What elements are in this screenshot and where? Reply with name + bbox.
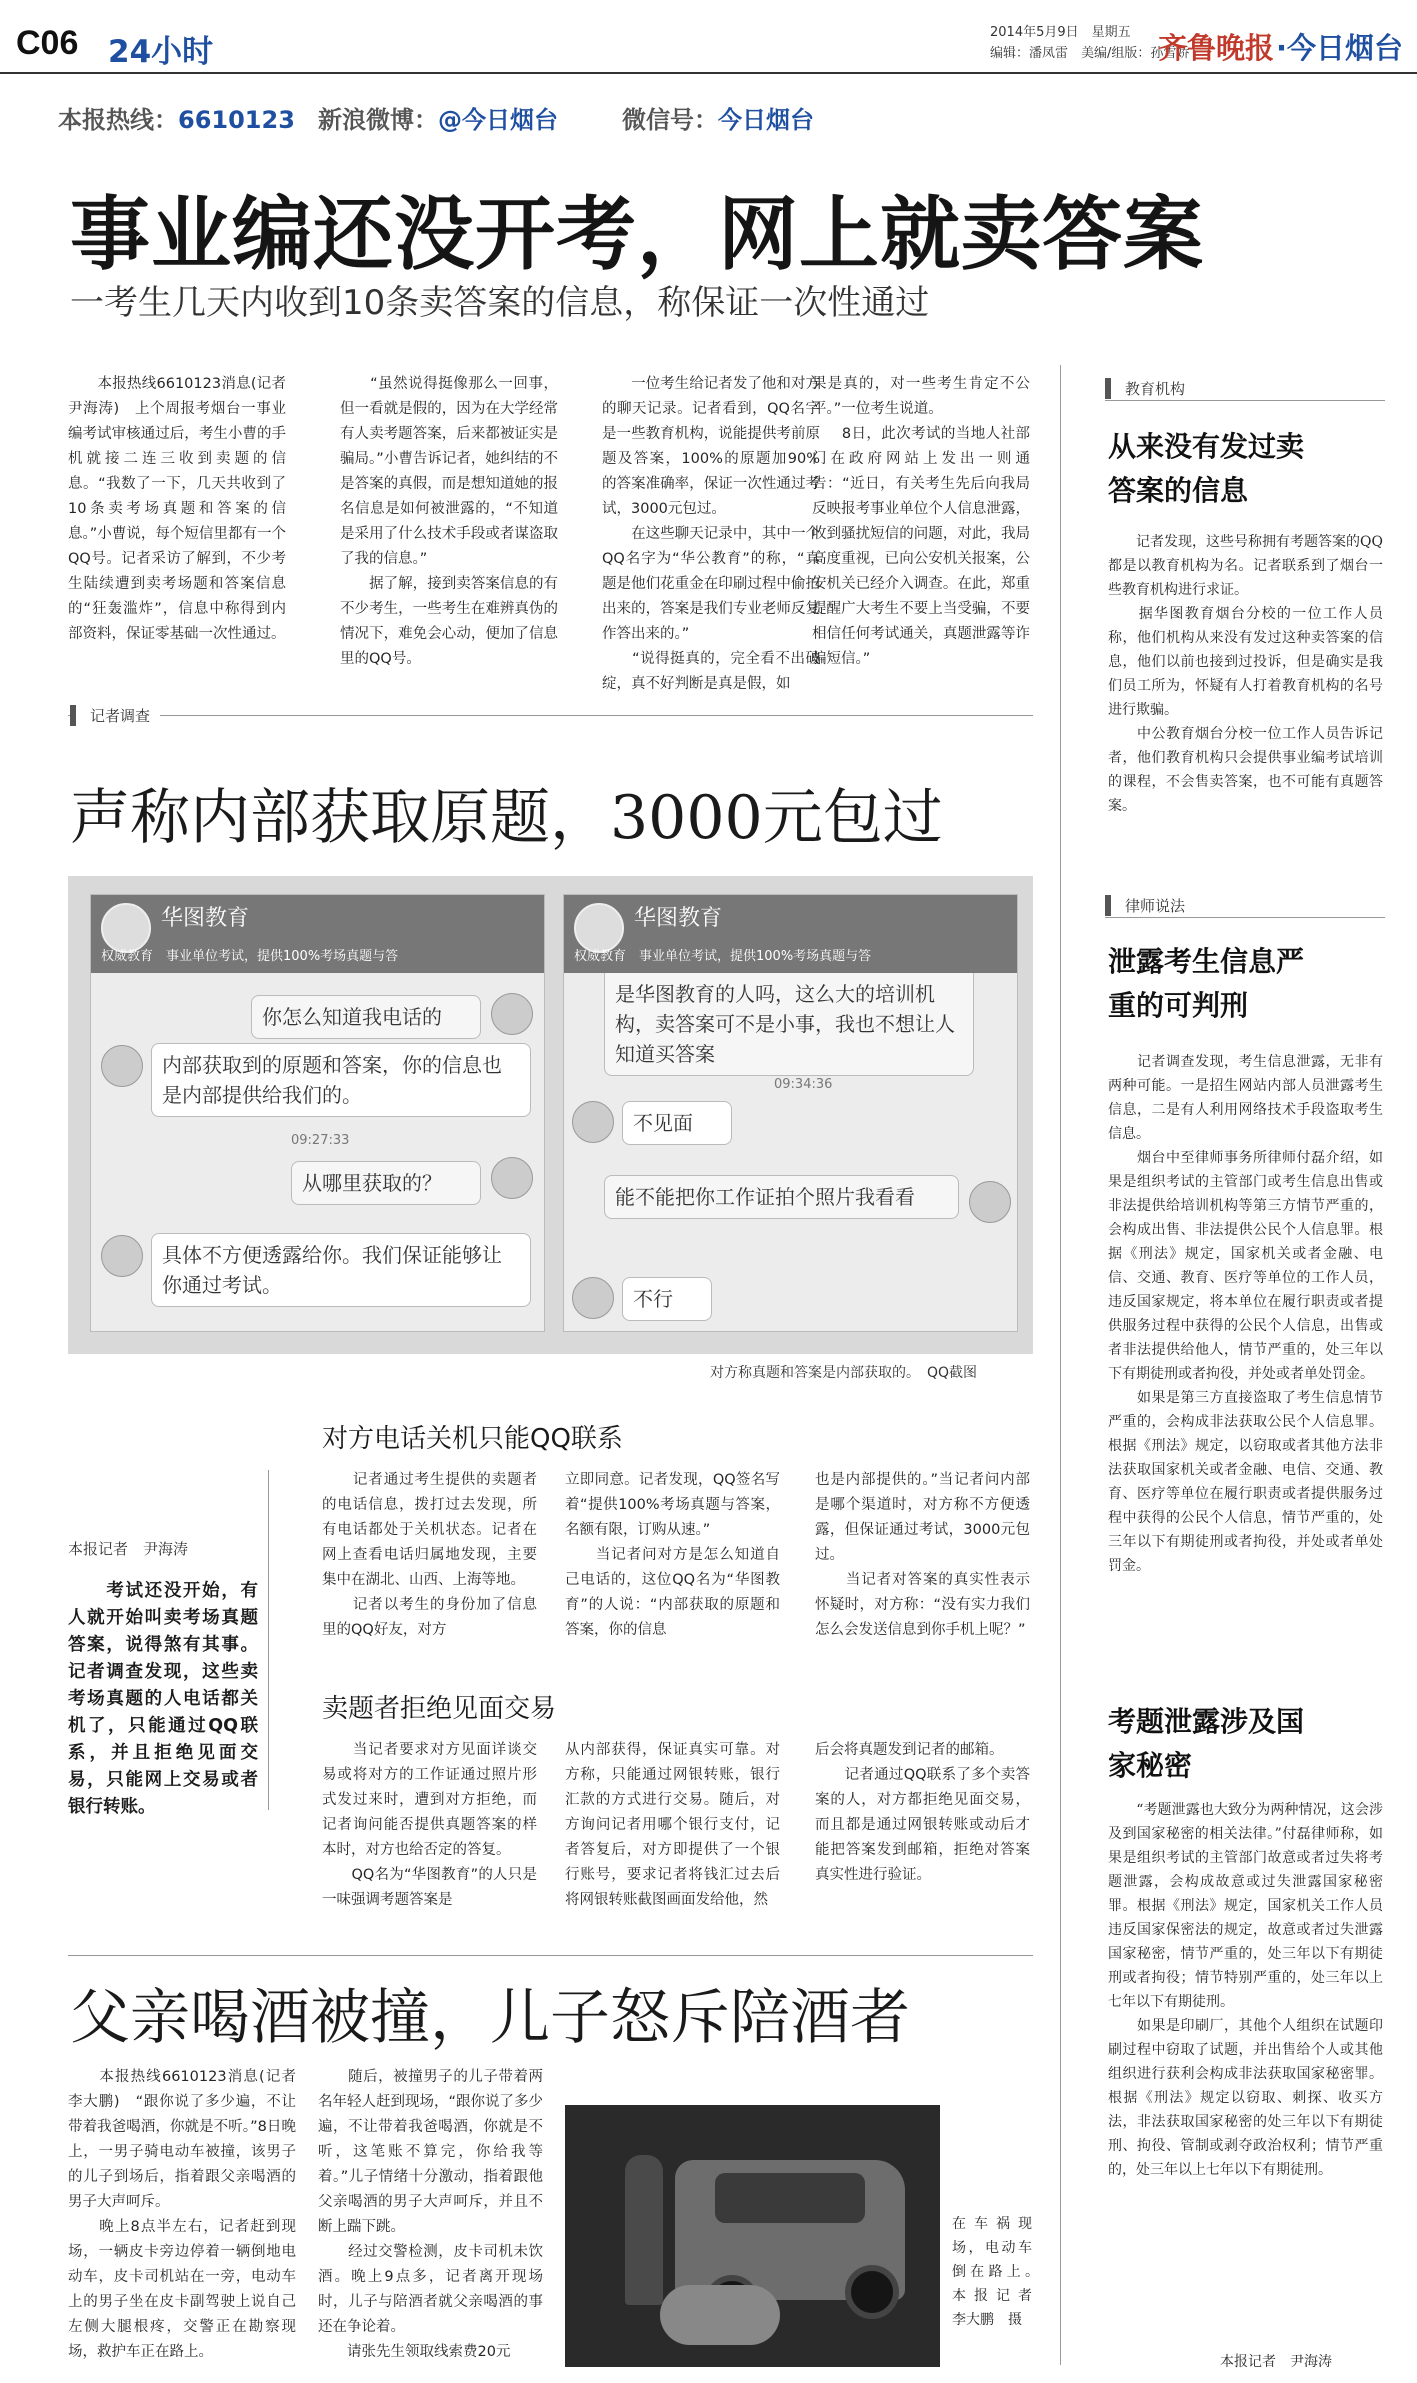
hotline-value: 6610123 (178, 106, 295, 134)
truck-window (715, 2173, 865, 2223)
chat-timestamp: 09:34:36 (774, 1077, 833, 1092)
photo-caption: 在车祸现场，电动车倒在路上。 本报记者 李大鹏 摄 (952, 2216, 1046, 2328)
user-avatar-icon (969, 1181, 1011, 1223)
story3-column-2: 随后，被撞男子的儿子带着两名年轻人赶到现场，“跟你说了多少遍，不让带着我爸喝酒，你就是不听，这笔账不算完，你给我等着。”儿子情绪十分激动，指着跟他父亲喝酒的男子大声呵斥，并且不断上踹下跳。 经过交警检测，皮卡司机未饮酒。晚上9点多，记者离开现场时，儿子与陪酒者就父亲喝酒的事还在争论着。 请张先生领取线索费20元 (318, 2069, 544, 2360)
sidebar-byline-3: 本报记者 尹海涛 (1220, 2354, 1332, 2370)
wechat-label: 微信号： (622, 106, 718, 134)
story2-sub2-column-2: 从内部获得，保证真实可靠。对方称，只能通过网银转账，银行汇款的方式进行交易。随后，对方询问记者用哪个银行支付，记者答复后，对方即提供了一个银行账号，要求记者将钱汇过去后将网银转账截图画面发给他，然 (565, 1742, 780, 1908)
chat-bubble: 不见面 (622, 1101, 732, 1145)
story2-sub1-column-3: 也是内部提供的。”当记者问内部是哪个渠道时，对方称不方便透露，但保证通过考试，3000元包过。 当记者对答案的真实性表示怀疑时，对方称：“没有实力我们怎么会发送信息到你手机上呢？” (815, 1472, 1030, 1638)
sidebar-text-1: 记者发现，这些号称拥有考题答案的QQ都是以教育机构为名。记者联系到了烟台一些教育机构进行求证。 据华图教育烟台分校的一位工作人员称，他们机构从来没有发过这种卖答案的信息，他们以前也接到过投诉，但是确实是我们员工所为，怀疑有人打着教育机构的名号进行欺骗。 中公教育烟台分校一位工作人员告诉记者，他们教育机构只会提供事业编考试培训的课程，不会售卖答案，也不可能有真题答案。 (1108, 534, 1383, 814)
sidebar-tag-2: 律师说法 (1105, 895, 1185, 916)
story1-headline: 事业编还没开考，网上就卖答案 (70, 187, 1204, 281)
story2-byline: 本报记者 尹海涛 (68, 1540, 189, 1558)
chat-bubble: 具体不方便透露给你。我们保证能够让你通过考试。 (151, 1233, 531, 1307)
chat-bubble: 从哪里获取的？ (291, 1161, 481, 1205)
story1-column-3: 一位考生给记者发了他和对方的聊天记录。记者看到，QQ名字是一些教育机构，说能提供考前原题及答案，100%的原题加90%的答案准确率，保证一次性通过考试，3000元包过。 在这些聊天记录中，其中一个QQ名字为“华公教育”的称，“真题是他们花重金在印刷过程中偷拍出来的，答案是我们专业老师反复作答出来的。” “说得挺真的，完全看不出破绽，真不好判断是真是假，如 (602, 376, 820, 692)
story2-headline: 声称内部获取原题，3000元包过 (70, 783, 943, 853)
section-name: 24小时 (108, 34, 214, 70)
seller-avatar-icon (572, 1101, 614, 1143)
chat-header (564, 895, 1017, 973)
sidebar-divider (1060, 365, 1061, 2365)
story2-subtitle-1: 对方电话关机只能QQ联系 (322, 1424, 623, 1454)
masthead-rule (0, 72, 1417, 74)
electric-scooter (660, 2285, 780, 2345)
seller-avatar-icon (572, 1277, 614, 1319)
chat-account-name: 华图教育 (634, 906, 723, 931)
masthead (0, 0, 1417, 92)
story3-headline: 父亲喝酒被撞，儿子怒斥陪酒者 (70, 1983, 910, 2053)
hotline-wechat (622, 100, 814, 135)
qq-screenshots (68, 876, 1033, 1354)
chat-bubble: 你怎么知道我电话的 (251, 995, 481, 1039)
sidebar-tag-1: 教育机构 (1105, 378, 1185, 399)
page-number: C06 (16, 24, 79, 62)
sidebar-head-2: 泄露考生信息严重的可判刑 (1108, 945, 1305, 1022)
chat-header (91, 895, 544, 973)
chat-account-desc: 权威教育 事业单位考试，提供100%考场真题与答 (574, 949, 872, 964)
story1-subhead: 一考生几天内收到10条卖答案的信息，称保证一次性通过 (70, 283, 930, 323)
story1-column-4: 果是真的，对一些考生肯定不公平。”一位考生说道。 8日，此次考试的当地人社部门在政府网站上发出一则通告：“近日，有关考生先后向我局反映报考事业单位个人信息泄露，收到骚扰短信的问题，对此，我局高度重视，已向公安机关报案，公安机关已经介入调查。在此，郑重提醒广大考生不要上当受骗，不要相信任何考试通关，真题泄露等诈骗短信。” (812, 376, 1030, 667)
story3-column-1: 本报热线6610123消息(记者 李大鹏) “跟你说了多少遍，不让带着我爸喝酒，你就是不听。”8日晚上，一男子骑电动车被撞，该男子的儿子到场后，指着跟父亲喝酒的男子大声呵斥。 晚上8点半左右，记者赶到现场，一辆皮卡旁边停着一辆倒地电动车，皮卡司机站在一旁，电动车上的男子坐在皮卡副驾驶上说自己左侧大腿根疼，交警正在勘察现场，救护车正在路上。 (68, 2069, 296, 2360)
story2-lead: 考试还没开始，有人就开始叫卖考场真题答案，说得煞有其事。记者调查发现，这些卖考场真题的人电话都关机了，只能通过QQ联系，并且拒绝见面交易，只能网上交易或者银行转账。 (68, 1581, 258, 1817)
story1-column-2: “虽然说得挺像那么一回事，但一看就是假的，因为在大学经常有人卖考题答案，后来都被证实是骗局。”小曹告诉记者，她纠结的不是答案的真假，而是想知道她的报名信息是如何被泄露的，“不知道是采用了什么技术手段或者谋盗取了我的信息。” 据了解，接到卖答案信息的有不少考生，一些考生在难辨真伪的情况下，难免会心动，便加了信息里的QQ号。 (340, 376, 558, 667)
user-avatar-icon (491, 993, 533, 1035)
story2-sub2-column-1: 当记者要求对方见面详谈交易或将对方的工作证通过照片形式发过来时，遭到对方拒绝，而记者询问能否提供真题答案的样本时，对方也给否定的答复。 QQ名为“华图教育”的人只是一味强调考题答案是 (322, 1742, 537, 1908)
edition-name: ·今日烟台 (1276, 31, 1404, 65)
story2-subtitle-2: 卖题者拒绝见面交易 (322, 1694, 557, 1724)
seller-avatar-icon (101, 1235, 143, 1277)
weibo-label: 新浪微博： (318, 106, 438, 134)
chat-screenshot-left (90, 894, 545, 1332)
newspaper-logo: 齐鲁晚报 (1158, 31, 1275, 65)
story2-sub1-column-1: 记者通过考生提供的卖题者的电话信息，拨打过去发现，所有电话都处于关机状态。记者在网上查看电话归属地发现，主要集中在湖北、山西、上海等地。 记者以考生的身份加了信息里的QQ好友，对方 (322, 1472, 537, 1638)
chat-account-desc: 权威教育 事业单位考试，提供100%考场真题与答 (101, 949, 399, 964)
chat-bubble: 是华图教育的人吗，这么大的培训机构，卖答案可不是小事，我也不想让人知道买答案 (604, 973, 974, 1076)
chat-bubble: 内部获取到的原题和答案，你的信息也是内部提供给我们的。 (151, 1043, 531, 1117)
accident-photo (565, 2105, 940, 2367)
sidebar-rule-1 (1105, 400, 1385, 401)
story2-sub2-column-3: 后会将真题发到记者的邮箱。 记者通过QQ联系了多个卖答案的人，对方都拒绝见面交易，而且都是通过网银转账或动后才能把答案发到邮箱，拒绝对答案真实性进行验证。 (815, 1742, 1030, 1883)
weibo-value: @今日烟台 (438, 106, 558, 134)
person-figure (625, 2155, 663, 2305)
screenshot-caption: 对方称真题和答案是内部获取的。 QQ截图 (710, 1365, 978, 1381)
sidebar-head-1: 从来没有发过卖答案的信息 (1108, 430, 1305, 507)
editors-line: 编辑：潘凤雷 美编/组版：孙雪娇 (990, 46, 1190, 61)
hotline-phone (58, 100, 295, 135)
user-avatar-icon (491, 1157, 533, 1199)
story3-rule (68, 1955, 1033, 1956)
story2-tag: 记者调查 (70, 705, 160, 726)
wechat-value: 今日烟台 (718, 106, 814, 134)
story2-rule (68, 715, 1033, 716)
story1-column-1: 本报热线6610123消息(记者 尹海涛) 上个周报考烟台一事业编考试审核通过后，考生小曹的手机就接二连三收到卖题的信息。“我数了一下，几天共收到了10条卖考场真题和答案的信息。”小曹说，每个短信里都有一个QQ号。记者采访了解到，不少考生陆续遭到卖考场题和答案信息的“狂轰滥炸”，信息中称得到内部资料，保证零基础一次性通过。 (68, 376, 301, 642)
chat-screenshot-right (563, 894, 1018, 1332)
sidebar-text-3: “考题泄露也大致分为两种情况，这会涉及到国家秘密的相关法律。”付磊律师称，如果是组织考试的主管部门故意或者过失将考题泄露，会构成故意或过失泄露国家秘密罪。根据《刑法》规定，国家机关工作人员违反国家保密法的规定，故意或者过失泄露国家秘密，情节严重的，处三年以下有期徒刑或者拘役；情节特别严重的，处三年以上七年以下有期徒刑。 如果是印刷厂，其他个人组织在试题印刷过程中窃取了试题，并出售给个人或其他组织进行获利会构成非法获取国家秘密罪。根据《刑法》规定以窃取、刺探、收买方法，非法获取国家秘密的处三年以下有期徒刑、拘役、管制或剥夺政治权利；情节严重的，处三年以上七年以下有期徒刑。 (1108, 1802, 1383, 2178)
story2-sub1-column-2: 立即同意。记者发现，QQ签名写着“提供100%考场真题与答案，名额有限，订购从速。” 当记者问对方是怎么知道自己电话的，这位QQ名为“华图教育”的人说：“内部获取的原题和答案，你的信息 (565, 1472, 780, 1638)
sidebar-rule-2 (1105, 917, 1385, 918)
hotline-label: 本报热线： (58, 106, 178, 134)
sidebar-text-2: 记者调查发现，考生信息泄露，无非有两种可能。一是招生网站内部人员泄露考生信息，二是有人利用网络技术手段盗取考生信息。 烟台中至律师事务所律师付磊介绍，如果是组织考试的主管部门或考生信息出售或非法提供给培训机构等第三方情节严重的，会构成出售、非法提供公民个人信息罪。根据《刑法》规定，国家机关或者金融、电信、交通、教育、医疗等单位的工作人员，违反国家规定，将本单位在履行职责或者提供服务过程中获得的公民个人信息，出售或者非法提供给他人，情节严重的，处三年以下有期徒刑或者拘役，并处或者单处罚金。 如果是第三方直接盗取了考生信息情节严重的，会构成非法获取公民个人信息罪。根据《刑法》规定，以窃取或者其他方法非法获取国家机关或者金融、电信、交通、教育、医疗等单位在履行职责或者提供服务过程中获得的公民个人信息，情节严重的，处三年以下有期徒刑或者拘役，并处或者单处罚金。 (1108, 1054, 1383, 1574)
chat-account-name: 华图教育 (161, 906, 250, 931)
sidebar-head-3: 考题泄露涉及国家秘密 (1108, 1705, 1305, 1782)
issue-date: 2014年5月9日 星期五 (990, 25, 1131, 40)
truck-wheel (845, 2265, 899, 2319)
seller-avatar-icon (101, 1045, 143, 1087)
hotline-weibo (318, 100, 558, 135)
chat-bubble: 能不能把你工作证拍个照片我看看 (604, 1175, 959, 1219)
lead-divider (268, 1470, 269, 1810)
chat-timestamp: 09:27:33 (291, 1133, 350, 1148)
chat-bubble: 不行 (622, 1277, 712, 1321)
